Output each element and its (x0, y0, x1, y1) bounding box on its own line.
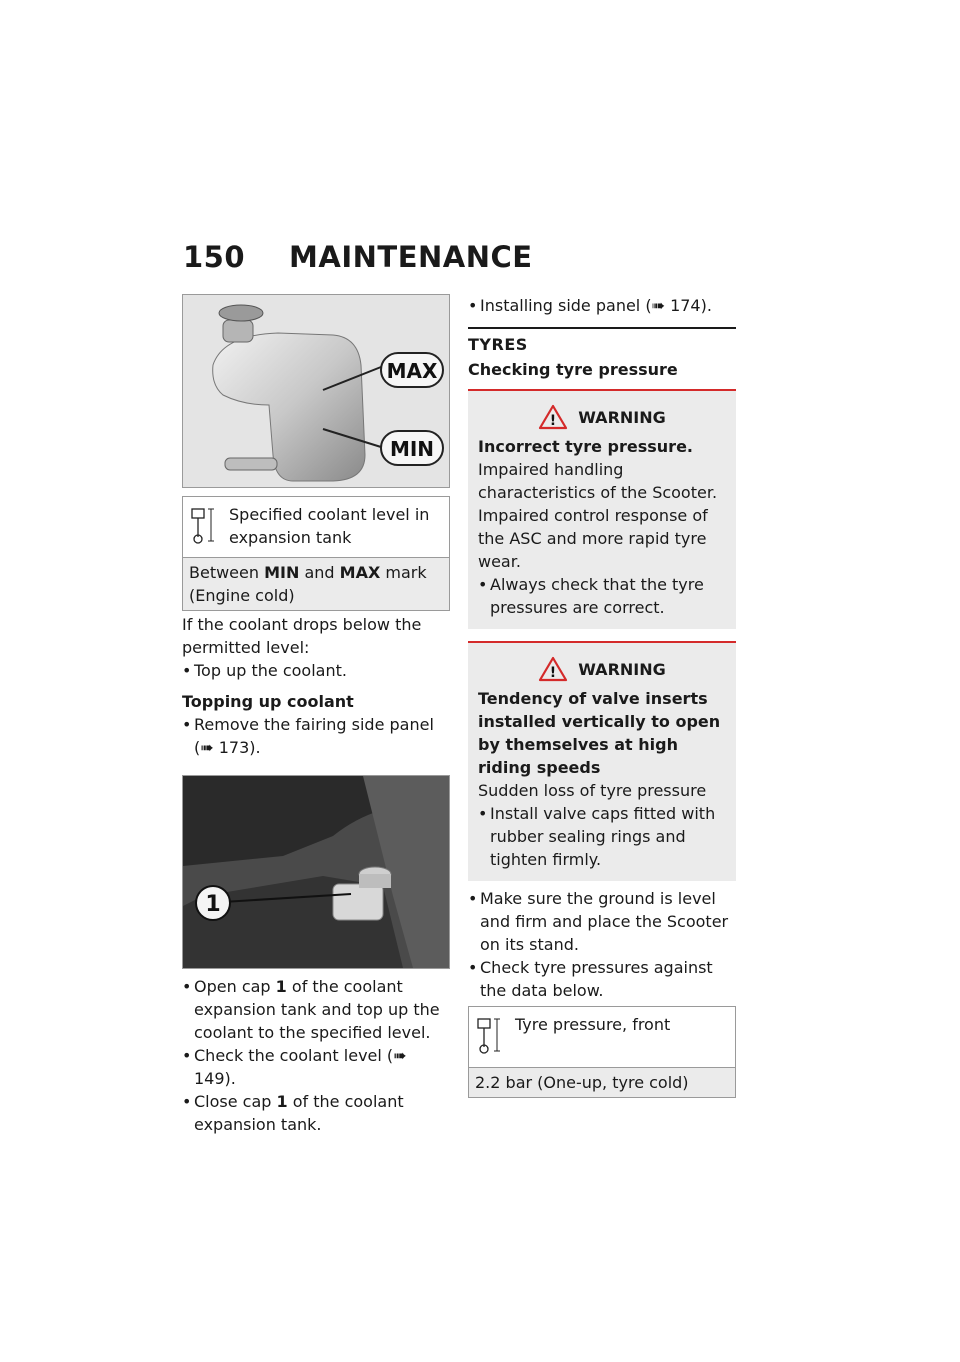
list-item: • Open cap 1 of the coolant expansion tank and top up the coolant to the specified level. (182, 977, 440, 1042)
expansion-tank-photo (182, 775, 450, 969)
list-item: • Check tyre pressures against the data below. (468, 958, 713, 1000)
spec-value (183, 557, 449, 610)
callout-1: 1 (205, 892, 221, 917)
list-item: • Check the coolant level (➠ 149). (182, 1046, 407, 1088)
list-item-text: Remove the fairing side panel (➠ 173). (194, 715, 434, 757)
spec-value-suffix: mark (380, 563, 427, 582)
warning-label: WARNING (578, 659, 666, 679)
svg-text:!: ! (550, 413, 557, 429)
tyre-pressure-spec (468, 1006, 736, 1098)
warning-triangle-icon (538, 404, 568, 430)
coolant-level-spec (182, 496, 450, 611)
page-header (183, 240, 533, 274)
list-item: • Close cap 1 of the coolant expansion tank. (182, 1092, 404, 1134)
expansion-tank-illustration (183, 776, 450, 968)
list-item-ref: 1 (276, 1092, 288, 1111)
spec-value-max: MAX (339, 563, 381, 582)
max-label: MAX (386, 359, 438, 383)
spec-gauge-icon (189, 507, 229, 551)
list-item-text: Always check that the tyre pressures are correct. (490, 575, 704, 617)
warning-label: WARNING (578, 407, 666, 427)
list-item: • Install valve caps fitted with rubber sealing rings and tighten firmly. (478, 804, 716, 869)
warning-box-valve-inserts (468, 641, 736, 881)
list-item-text: Check the coolant level (➠ 149). (194, 1046, 407, 1088)
section-title: TYRES (468, 335, 528, 354)
spec-gauge-icon (475, 1017, 515, 1061)
list-item-ref: 1 (275, 977, 287, 996)
spec-value-prefix: Between (189, 563, 265, 582)
section-divider (468, 327, 736, 381)
coolant-tank-illustration (183, 295, 450, 487)
spec-value-condition: (Engine cold) (189, 586, 295, 605)
warning-box-tyre-pressure (468, 389, 736, 629)
svg-text:!: ! (550, 665, 557, 681)
list-item-text: Check tyre pressures against the data below. (480, 958, 713, 1000)
subheading-topping-up: Topping up coolant (182, 692, 354, 711)
list-item-text: of the coolant expansion tank. (194, 1092, 404, 1134)
list-item-text: Install valve caps fitted with rubber sealing rings and tighten firmly. (490, 804, 716, 869)
warning-text: Sudden loss of tyre pressure (478, 781, 707, 800)
right-column (468, 294, 736, 1098)
spec-value-and: and (299, 563, 340, 582)
list-item-text: Make sure the ground is level and firm and place the Scooter on its stand. (480, 889, 729, 954)
chapter-title: MAINTENANCE (289, 240, 533, 274)
warning-text: Impaired handling characteristics of the Scooter. Impaired control response of the ASC and more rapid tyre wear. (478, 460, 718, 571)
intro-text: If the coolant drops below the permitted level: (182, 615, 422, 657)
list-item: • Installing side panel (➠ 174). (468, 296, 712, 315)
list-item: • Make sure the ground is level and firm and place the Scooter on its stand. (468, 889, 729, 954)
subsection-title: Checking tyre pressure (468, 360, 678, 379)
warning-title: Tendency of valve inserts installed vertically to open by themselves at high riding speeds (478, 689, 721, 777)
page-number: 150 (183, 240, 246, 274)
spec-value: 2.2 bar (One-up, tyre cold) (469, 1067, 735, 1097)
spec-title: Tyre pressure, front (515, 1015, 671, 1034)
left-column (182, 294, 450, 1136)
min-label: MIN (389, 437, 435, 461)
coolant-tank-figure (182, 294, 450, 488)
list-item: • Remove the fairing side panel (➠ 173). (182, 715, 434, 757)
list-item: • Always check that the tyre pressures are correct. (478, 575, 704, 617)
list-item-text: Top up the coolant. (194, 661, 347, 680)
list-item: • Top up the coolant. (182, 661, 347, 680)
list-item-text: of the coolant expansion tank and top up the coolant to the specified level. (194, 977, 440, 1042)
spec-title: Specified coolant level in expansion tank (229, 505, 430, 547)
warning-triangle-icon (538, 656, 568, 682)
warning-title: Incorrect tyre pressure. (478, 437, 693, 456)
list-item-text: Installing side panel (➠ 174). (480, 296, 712, 315)
list-item-text: Open cap (194, 977, 276, 996)
list-item-text: Close cap (194, 1092, 277, 1111)
spec-value-min: MIN (264, 563, 300, 582)
